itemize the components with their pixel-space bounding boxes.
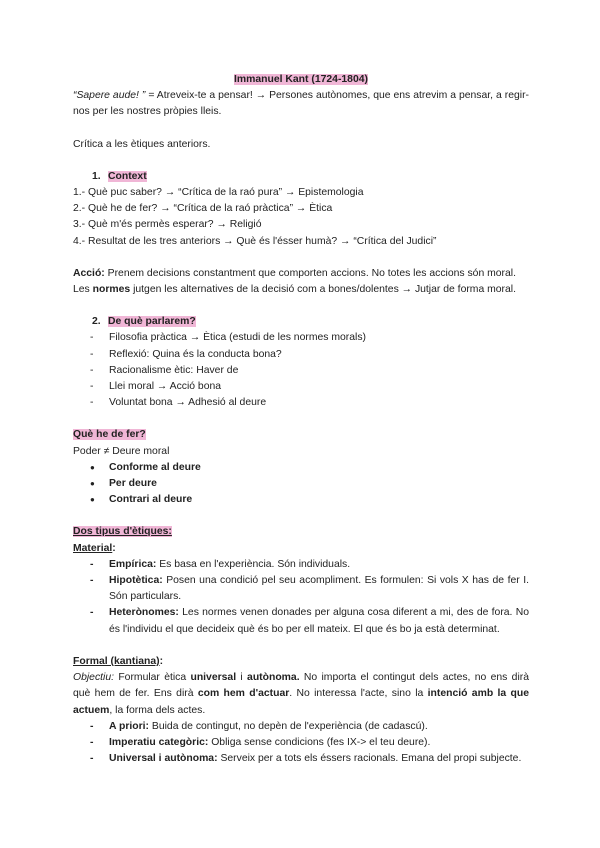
material-heading-line	[73, 541, 529, 557]
document-page	[73, 72, 529, 767]
item-text: Obliga sense condicions (fes IX-> el teu deure).	[208, 736, 431, 748]
item-text: Es basa en l'experiència. Són individuals.	[156, 558, 351, 570]
item-label: Imperatiu categòric:	[109, 736, 209, 748]
list-item	[73, 719, 529, 735]
quehe-sub: Poder ≠ Deure moral	[73, 445, 170, 457]
normes-post: jutgen les alternatives de la decisió com a bones/dolentes → Jutjar de forma moral.	[130, 284, 516, 296]
item-text: Posen una condició pel seu acompliment. Es formulen: Si vols X has de fer I. Són particulars.	[109, 575, 529, 603]
item-text: Buida de contingut, no depèn de l'experiència (de cadascú).	[149, 720, 428, 732]
context-item: 4.- Resultat de les tres anteriors → Què és l'ésser humà? → “Crítica del Judici”	[73, 235, 437, 247]
material-list	[73, 557, 529, 638]
accio-label: Acció:	[73, 267, 105, 279]
section-title: Context	[108, 170, 147, 182]
context-item: 2.- Què he de fer? → “Crítica de la raó pràctica” → Ètica	[73, 203, 333, 215]
critica-line: Crítica a les ètiques anteriors.	[73, 138, 211, 150]
objectiu-bold: intenció amb la que actuem	[73, 688, 529, 716]
list-item: - Llei moral → Acció bona	[73, 379, 529, 395]
normes-line	[73, 282, 529, 298]
item-label: Hipotètica:	[109, 575, 163, 587]
objectiu-text: i	[236, 672, 248, 684]
item-text: Serveix per a tots els éssers racionals. Emana del propi subjecte.	[217, 753, 522, 765]
intro-text: = Atreveix-te a pensar! → Persones autònomes, que ens atrevim a pensar, a regir-nos per les nostres pròpies lleis.	[73, 90, 530, 118]
objectiu-text: Formular ètica	[114, 672, 191, 684]
section-title: De què parlarem?	[108, 316, 196, 328]
section-number: 1.	[92, 170, 101, 182]
formal-colon: :	[159, 655, 164, 667]
material-colon: :	[112, 542, 116, 554]
item-label: Heterònomes:	[109, 607, 179, 619]
list-item: ● Per deure	[73, 476, 529, 492]
material-heading: Material	[73, 542, 113, 554]
list-item	[73, 605, 529, 637]
parlarem-list	[73, 330, 529, 411]
list-item	[73, 751, 529, 767]
list-item: ● Contrari al deure	[73, 492, 529, 508]
section-number: 2.	[92, 316, 101, 328]
list-item	[73, 735, 529, 751]
tipus-heading: Dos tipus d'ètiques:	[73, 526, 172, 538]
normes-pre: Les	[73, 284, 93, 296]
formal-list	[73, 719, 529, 768]
list-item	[73, 557, 529, 573]
quehe-heading-line	[73, 427, 529, 443]
document-title-line	[73, 72, 529, 88]
tipus-heading-line	[73, 524, 529, 540]
accio-line	[73, 266, 529, 282]
normes-term: normes	[92, 284, 131, 296]
objectiu-bold: com hem d'actuar	[197, 688, 290, 700]
context-item: 3.- Què m'és permès esperar? → Religió	[73, 219, 262, 231]
accio-text: Prenem decisions constantment que comporten accions. No totes les accions són moral.	[104, 267, 516, 279]
document-title: Immanuel Kant (1724-1804)	[234, 74, 368, 85]
list-item: ● Conforme al deure	[73, 460, 529, 476]
objectiu-text: , la forma dels actes.	[109, 704, 206, 716]
objectiu-paragraph	[73, 670, 529, 719]
item-label: A priori:	[109, 720, 150, 732]
list-item: - Racionalisme ètic: Haver de	[73, 363, 529, 379]
formal-heading-line	[73, 654, 529, 670]
item-label: Empírica:	[109, 558, 157, 570]
context-item: 1.- Què puc saber? → “Crítica de la raó pura” → Epistemologia	[73, 187, 364, 199]
formal-heading: Formal (kantiana)	[73, 655, 160, 667]
item-label: Universal i autònoma:	[109, 753, 218, 765]
section-parlarem-heading	[73, 314, 529, 330]
intro-paragraph	[73, 88, 529, 120]
quehe-heading: Què he de fer?	[73, 429, 146, 441]
list-item	[73, 573, 529, 605]
objectiu-text: . No interessa l'acte, sino la	[289, 688, 428, 700]
item-text: Les normes venen donades per alguna cosa diferent a mi, des de fora. No és l'individu el que decideix què és bo per ell mateix. El que és bo ja està determinat.	[109, 607, 529, 635]
sapere-aude-quote: “Sapere aude! ”	[73, 90, 146, 102]
objectiu-label: Objectiu:	[73, 672, 115, 684]
objectiu-bold: universal	[190, 672, 237, 684]
objectiu-text: No importa el contingut dels actes, no ens dirà què hem de fer. Ens dirà	[73, 672, 529, 700]
list-item: - Reflexió: Quina és la conducta bona?	[73, 347, 529, 363]
objectiu-bold: autònoma.	[247, 672, 300, 684]
deure-list	[73, 460, 529, 509]
section-context-heading	[73, 169, 529, 185]
list-item: - Filosofia pràctica → Ètica (estudi de les normes morals)	[73, 330, 529, 346]
list-item: - Voluntat bona → Adhesió al deure	[73, 395, 529, 411]
